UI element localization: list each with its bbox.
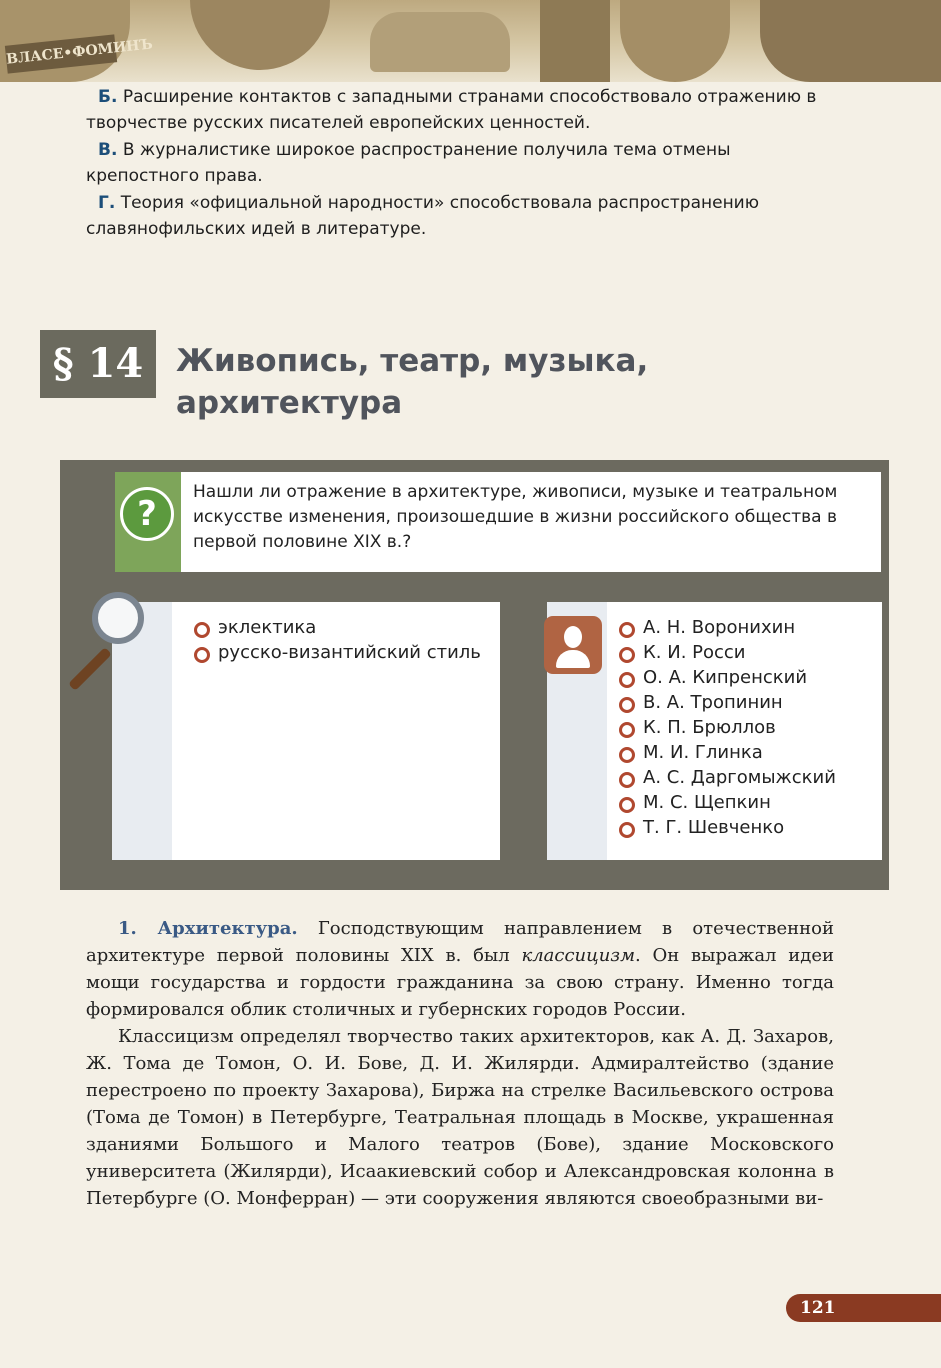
option-v: В. В журналистике широкое распространение получила тема отмены крепостного права. xyxy=(86,140,731,186)
list-item: М. С. Щепкин xyxy=(617,790,887,815)
key-terms-list xyxy=(192,615,482,665)
option-g: Г. Теория «официальной народности» способствовала распространению славянофильских идей в литературе. xyxy=(86,193,760,239)
list-item: М. И. Глинка xyxy=(617,740,887,765)
paragraph-architecture: 1. Архитектура. Господствующим направлением в отечественной архитектуре первой половины XIX в. был классицизм. Он выражал идеи мощи государства и гордости гражданина за свою страну. Именно тогда формировался облик столичных и губернских городов России. xyxy=(86,918,834,1020)
list-item: Т. Г. Шевченко xyxy=(617,815,887,840)
section-title: Живопись, театр, музыка, архитектура xyxy=(176,343,649,421)
question-text: Нашли ли отражение в архитектуре, живописи, музыке и театральном искусстве изменения, произошедшие в жизни российского общества в первой половине XIX в.? xyxy=(181,472,881,572)
main-text xyxy=(86,915,834,1212)
banner-portrait xyxy=(620,0,730,82)
list-item: А. Н. Воронихин xyxy=(617,615,887,640)
banner-figure xyxy=(190,0,330,70)
option-b: Б. Расширение контактов с западными странами способствовало отражению в творчестве русских писателей европейских ценностей. xyxy=(86,87,817,133)
banner-figure xyxy=(370,12,510,72)
list-item: О. А. Кипренский xyxy=(617,665,887,690)
question-mark-icon: ? xyxy=(120,487,174,541)
list-item: А. С. Даргомыжский xyxy=(617,765,887,790)
page-number: 121 xyxy=(800,1298,836,1318)
top-illustration-banner xyxy=(0,0,941,82)
magnifier-icon xyxy=(92,592,144,644)
persons-list xyxy=(617,615,887,840)
list-item: К. П. Брюллов xyxy=(617,715,887,740)
page-number-badge xyxy=(786,1294,941,1322)
banner-portrait xyxy=(760,0,941,82)
list-item: В. А. Тропинин xyxy=(617,690,887,715)
banner-figure xyxy=(540,0,610,82)
person-silhouette-icon xyxy=(544,616,602,674)
paragraph-classicism: Классицизм определял творчество таких архитекторов, как А. Д. Захаров, Ж. Тома де Томон, О. И. Бове, Д. И. Жилярди. Адмиралтейство (здание перестроено по проекту Захарова), Биржа на стрелке Васильевского острова (Тома де Томон) в Петербурге, Театральная площадь в Москве, украшенная зданиями Большого и Малого театров (Бове), здание Московского университета (Жилярди), Исаакиевский собор и Александровская колонна в Петербурге (О. Монферран) — эти сооружения являются своеобразными ви- xyxy=(86,1026,834,1209)
banner-shop-sign: ВЛАСЕ•ФОМИНЪ xyxy=(5,34,117,73)
list-item: русско-византийский стиль xyxy=(192,640,482,665)
section-number: § 14 xyxy=(40,330,156,398)
answer-options xyxy=(86,84,836,243)
list-item: К. И. Росси xyxy=(617,640,887,665)
list-item: эклектика xyxy=(192,615,482,640)
